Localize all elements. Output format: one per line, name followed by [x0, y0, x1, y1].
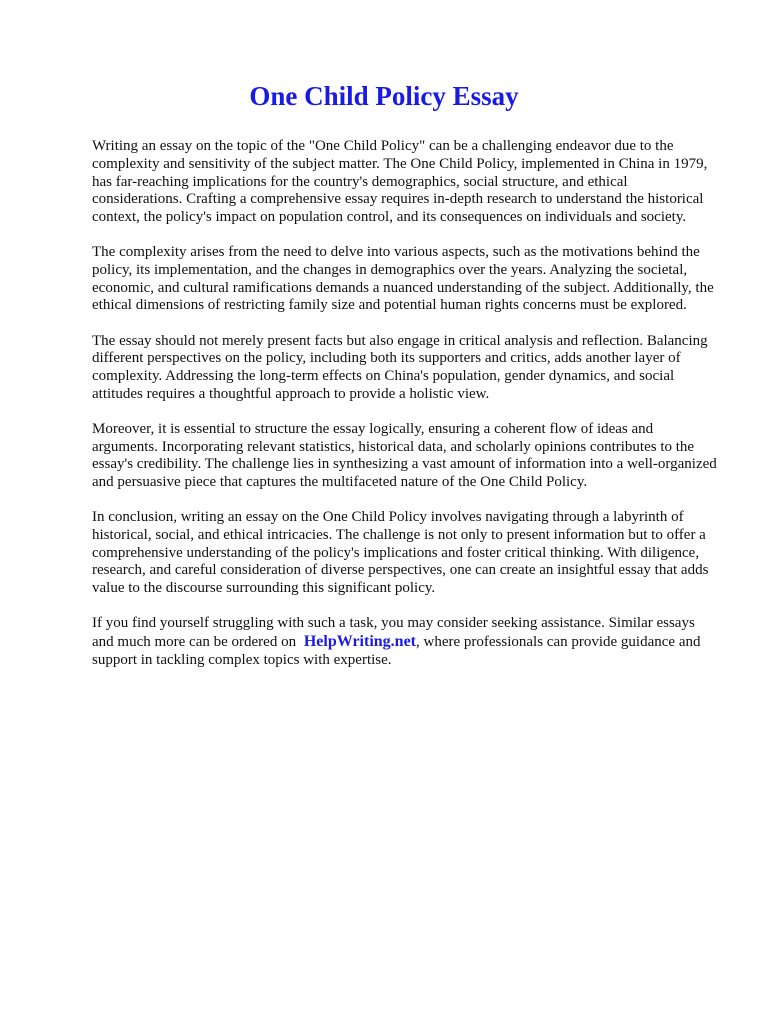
paragraph-conclusion: In conclusion, writing an essay on the One Child Policy involves navigating through a labyrinth of historical, social, and ethical intricacies. The challenge is not only to present information but to offer a comprehensive understanding of the policy's implications and foster critical thinking. With diligence, research, and careful consideration of diverse perspectives, one can create an insightful essay that adds value to the discourse surrounding this significant policy. — [92, 509, 709, 596]
helpwriting-link[interactable]: HelpWriting.net — [303, 633, 416, 651]
paragraph-complexity: The complexity arises from the need to delve into various aspects, such as the motivations behind the policy, its implementation, and the changes in demographics over the years. Analyzing the societal, economic, and cultural ramifications demands a nuanced understanding of the subject. Additionally, the ethical dimensions of restricting family size and potential human rights concerns must be explored. — [92, 244, 714, 314]
closing-text-after-link: , where professionals can provide guidance and support in tackling complex topics with expertise. — [92, 634, 701, 668]
paragraph-structure: Moreover, it is essential to structure the essay logically, ensuring a coherent flow of ideas and arguments. Incorporating relevant statistics, historical data, and scholarly opinions contributes to the essay's credibility. The challenge lies in synthesizing a vast amount of information into a well-organized and persuasive piece that captures the multifaceted nature of the One Child Policy. — [92, 421, 717, 490]
page-title: One Child Policy Essay — [249, 81, 519, 111]
closing-text-before-link: If you find yourself struggling with such a task, you may consider seeking assistance. Similar essays and much more can be ordered on — [92, 615, 695, 651]
paragraph-intro: Writing an essay on the topic of the "One Child Policy" can be a challenging endeavor due to the complexity and sensitivity of the subject matter. The One Child Policy, implemented in China in 1979, has far-reaching implications for the country's demographics, social structure, and ethical considerations. Crafting a comprehensive essay requires in-depth research to understand the historical context, the policy's impact on population control, and its consequences on individuals and society. — [92, 138, 708, 225]
paragraph-analysis: The essay should not merely present facts but also engage in critical analysis and reflection. Balancing different perspectives on the policy, including both its supporters and critics, adds another layer of complexity. Addressing the long-term effects on China's population, gender dynamics, and social attitudes requires a thoughtful approach to provide a holistic view. — [92, 332, 708, 402]
paragraph-closing — [92, 615, 720, 669]
